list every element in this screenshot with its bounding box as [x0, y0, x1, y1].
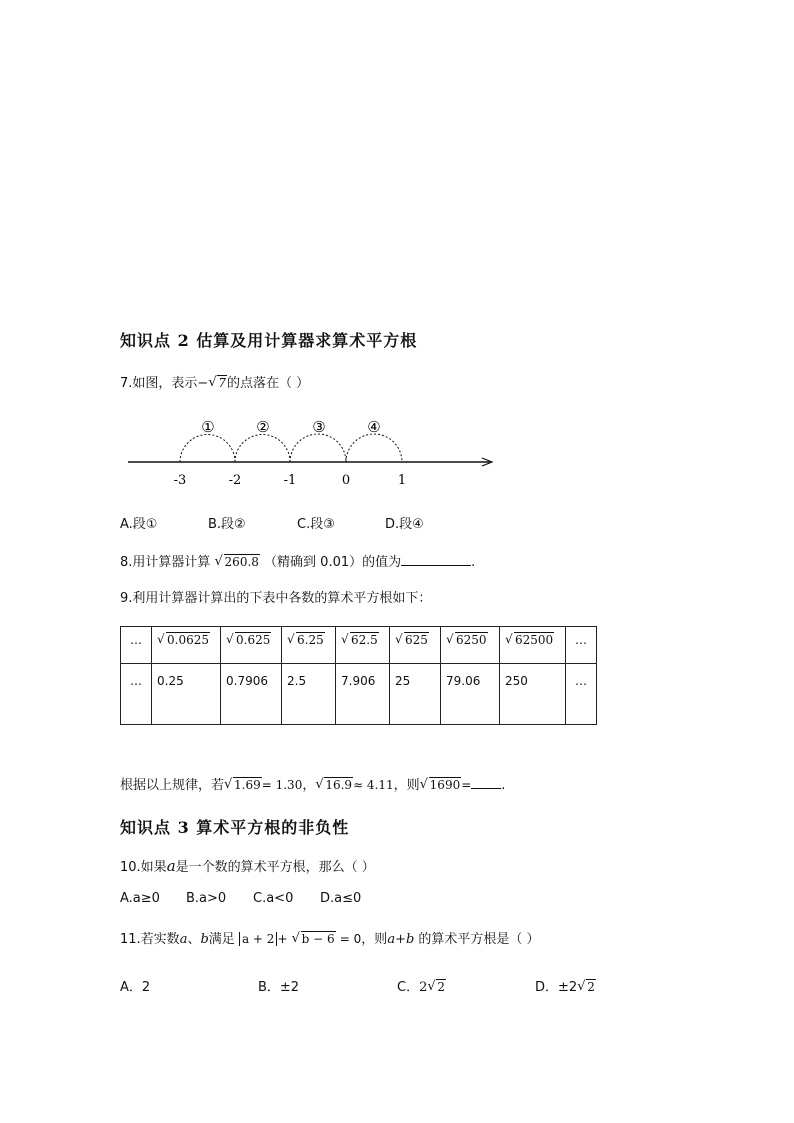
radicand: 62.5: [351, 633, 378, 647]
table-cell: 2.5: [282, 664, 336, 725]
sqrt-1-69: [224, 778, 262, 793]
table-cell: …: [121, 627, 152, 664]
question-9-rule: [120, 774, 505, 793]
q7-option-c: C.段③: [297, 517, 335, 532]
sqrt-2: [577, 980, 596, 995]
radicand: 62500: [515, 633, 554, 647]
question-9: 9.利用计算器计算出的下表中各数的算术平方根如下：: [120, 591, 432, 606]
table-cell: [336, 627, 390, 664]
q11-option-b: B．±2: [258, 980, 300, 995]
sqrt-2: [427, 980, 446, 995]
q10-option-c: C.a<0: [253, 891, 294, 906]
radicand-2: 2: [437, 980, 445, 994]
question-11-mid: 满足: [208, 932, 235, 947]
radicand-1690: 1690: [429, 778, 461, 792]
q11-option-d-label: D．±2: [535, 980, 578, 995]
equals-zero: = 0: [339, 932, 362, 946]
q7-option-d: D.段④: [385, 517, 424, 532]
radicand: 625: [405, 633, 428, 647]
question-7: [120, 372, 309, 391]
question-10-suffix: 是一个数的算术平方根，那么（ ）: [175, 860, 375, 875]
plus-sign: +: [277, 932, 288, 946]
rule-value-2: ≈ 4.11: [353, 778, 394, 792]
radicand-16-9: 16.9: [325, 778, 353, 792]
segment-label-2: ②: [256, 418, 270, 436]
sqrt-table: [120, 626, 597, 725]
radicand: 6250: [456, 633, 487, 647]
table-cell: 25: [390, 664, 441, 725]
radicand-7: 7: [218, 376, 226, 390]
segment-label-3: ③: [312, 418, 326, 436]
question-8-suffix: （精确到 0.01）的值为: [264, 555, 402, 570]
section-2-heading: 知识点 2 估算及用计算器求算术平方根: [120, 331, 418, 350]
sqrt-1690: [420, 778, 462, 793]
question-10-prefix: 10.如果: [120, 860, 167, 875]
table-cell: 0.7906: [221, 664, 282, 725]
rule-equals: =: [461, 778, 472, 792]
arc-4: [346, 434, 402, 462]
radicand-b-minus-6: b − 6: [301, 932, 335, 946]
sqrt-260-8: [215, 555, 260, 570]
arc-3: [290, 434, 346, 462]
number-line-figure: [120, 405, 500, 495]
table-cell: [500, 627, 566, 664]
tick-label-1: 1: [397, 473, 407, 488]
q10-option-a: A.a≥0: [120, 891, 160, 906]
separator: 、: [187, 932, 201, 947]
table-cell: [441, 627, 500, 664]
table-cell: [390, 627, 441, 664]
table-cell: 7.906: [336, 664, 390, 725]
table-cell: …: [566, 664, 597, 725]
table-cell: 0.25: [152, 664, 221, 725]
q10-option-d: D.a≤0: [320, 891, 362, 906]
question-7-suffix: 的点落在（ ）: [226, 376, 310, 391]
sum-a-b: a+b: [387, 932, 415, 947]
arc-segments: [180, 434, 402, 462]
section-3-heading: 知识点 3 算术平方根的非负性: [120, 818, 350, 837]
q11-option-d: [535, 976, 596, 995]
table-row-radicands: [121, 627, 597, 664]
var-a: a: [166, 857, 176, 875]
sqrt-7: [208, 376, 227, 391]
q11-option-c-coef: 2: [419, 980, 428, 995]
radicand-2: 2: [587, 980, 595, 994]
question-8-end: .: [471, 555, 476, 570]
rule-then: ，则: [393, 778, 420, 793]
question-7-prefix: 7.如图，表示: [120, 376, 198, 391]
sqrt-b-minus-6: [292, 932, 336, 947]
question-8-prefix: 8.用计算器计算: [120, 555, 211, 570]
question-10: [120, 856, 375, 875]
rule-end: .: [501, 778, 506, 793]
neg-sqrt-7: [197, 376, 227, 391]
arc-1: [180, 435, 235, 463]
question-11: [120, 928, 540, 947]
radicand: 6.25: [297, 633, 324, 647]
q11-option-c-label: C．: [397, 980, 420, 995]
radicand-260-8: 260.8: [224, 555, 259, 569]
q11-option-a: A．2: [120, 980, 151, 995]
neg-sign: −: [197, 376, 209, 391]
var-a: a: [179, 932, 188, 947]
q10-option-b: B.a>0: [186, 891, 227, 906]
table-cell: …: [121, 664, 152, 725]
table-row-roots: [121, 664, 597, 725]
rule-value-1: = 1.30: [261, 778, 303, 792]
answer-blank-9[interactable]: [471, 788, 501, 789]
q11-option-c: [397, 976, 446, 995]
radicand: 0.0625: [167, 633, 209, 647]
tick-label-0: 0: [341, 473, 351, 488]
rule-separator: ，: [302, 778, 316, 793]
table-cell: 79.06: [441, 664, 500, 725]
q7-option-b: B.段②: [208, 517, 246, 532]
sqrt-16-9: [315, 778, 353, 793]
tick-label-neg2: -2: [228, 473, 242, 488]
segment-label-4: ④: [367, 418, 381, 436]
question-11-then: ，则: [361, 932, 388, 947]
rule-prefix: 根据以上规律，若: [120, 778, 225, 793]
segment-label-1: ①: [201, 418, 215, 436]
table-cell: 250: [500, 664, 566, 725]
abs-expression: a + 2: [239, 932, 277, 946]
question-8: [120, 551, 475, 570]
table-cell: [152, 627, 221, 664]
table-cell: [282, 627, 336, 664]
question-11-prefix: 11.若实数: [120, 932, 180, 947]
tick-label-neg1: -1: [283, 473, 297, 488]
radicand: 0.625: [236, 633, 271, 647]
question-11-suffix: 的算术平方根是（ ）: [418, 932, 540, 947]
q7-option-a: A.段①: [120, 517, 158, 532]
var-b: b: [200, 932, 209, 947]
tick-label-neg3: -3: [173, 473, 187, 488]
answer-blank-8[interactable]: [401, 565, 471, 566]
table-cell: [221, 627, 282, 664]
radicand-1-69: 1.69: [234, 778, 261, 792]
table-cell: …: [566, 627, 597, 664]
arc-2: [235, 435, 290, 463]
